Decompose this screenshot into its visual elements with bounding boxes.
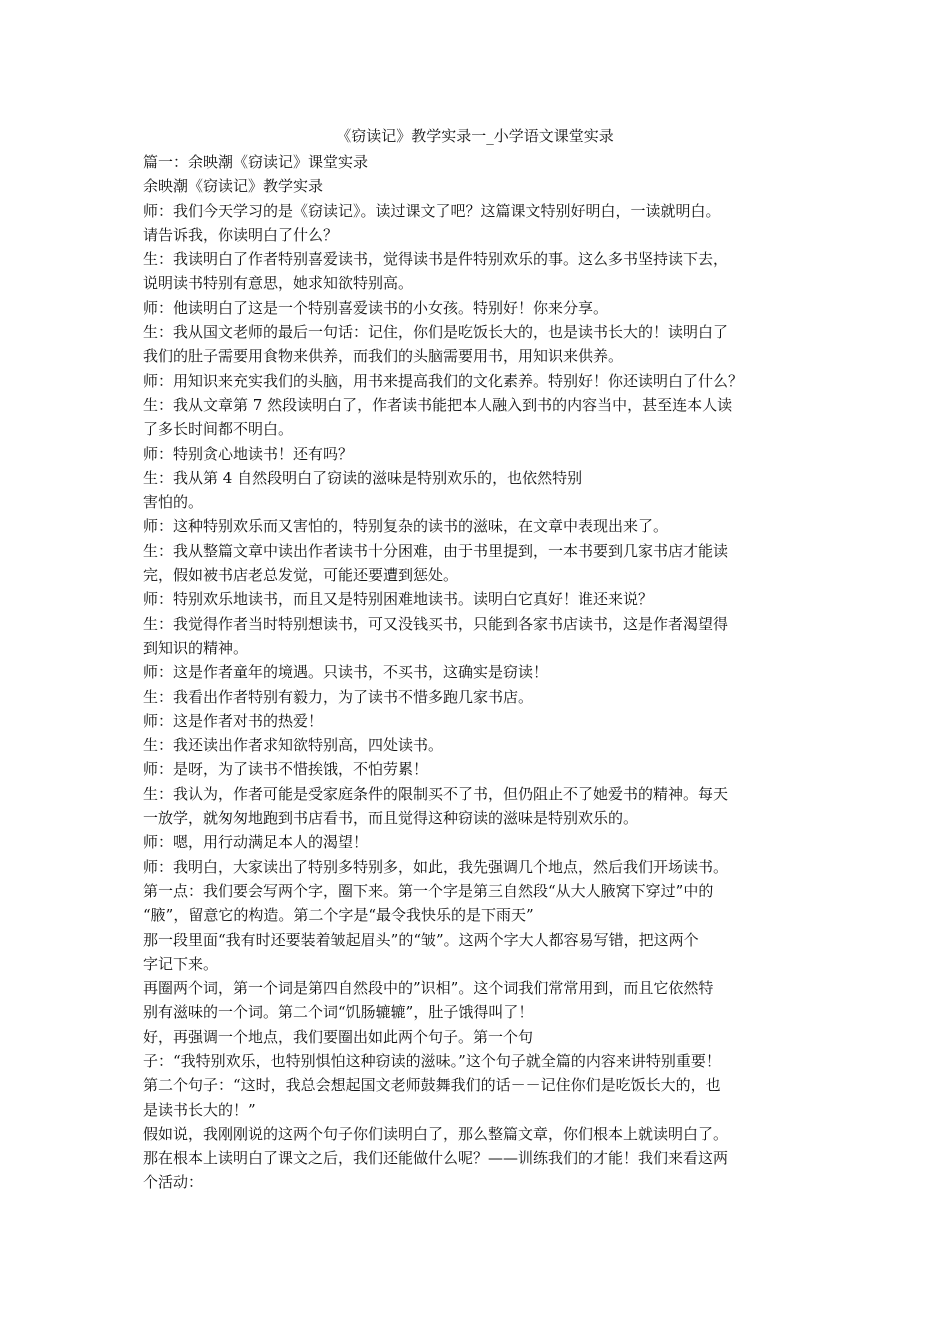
text-line: 生：我从国文老师的最后一句话：记住，你们是吃饭长大的，也是读书长大的！读明白了: [143, 323, 729, 342]
text-line: 师：用知识来充实我们的头脑，用书来提高我们的文化素养。特别好！你还读明白了什么？: [143, 371, 744, 390]
text-line: 再圈两个词，第一个词是第四自然段中的”识相”。这个词我们常常用到，而且它依然特: [143, 979, 714, 998]
text-line: 生：我认为，作者可能是受家庭条件的限制买不了书，但仍阻止不了她爱书的精神。每天: [143, 784, 729, 803]
text-line: 篇一：余映潮《窃读记》课堂实录: [143, 153, 369, 171]
text-line: 师：特别贪心地读书！还有吗？: [143, 444, 354, 463]
text-line: 生：我读明白了作者特别喜爱读书，觉得读书是件特别欢乐的事。这么多书坚持读下去，: [143, 250, 729, 269]
text-line: 是读书长大的！”: [143, 1100, 256, 1119]
text-line: 个活动：: [143, 1173, 204, 1192]
text-line: 假如说，我刚刚说的这两个句子你们读明白了，那么整篇文章，你们根本上就读明白了。: [143, 1124, 729, 1143]
text-line: 请告诉我，你读明白了什么？: [143, 225, 339, 244]
text-line: 到知识的精神。: [143, 638, 249, 657]
document-body: [143, 150, 813, 1195]
text-line: 那在根本上读明白了课文之后，我们还能做什么呢？——训练我们的才能！我们来看这两: [143, 1149, 729, 1168]
text-line: 第二个句子：“这时，我总会想起国文老师鼓舞我们的话－－记住你们是吃饭长大的，也: [143, 1076, 721, 1095]
text-line: 生：我看出作者特别有毅力，为了读书不惜多跑几家书店。: [143, 687, 534, 706]
text-line: 师：特别欢乐地读书，而且又是特别困难地读书。读明白它真好！谁还来说？: [143, 590, 654, 609]
text-line: 师：这是作者童年的境遇。只读书，不买书，这确实是窃读！: [143, 663, 549, 682]
text-line: 生：我从整篇文章中读出作者读书十分困难，由于书里提到，一本书要到几家书店才能读: [143, 541, 729, 560]
text-line: 别有滋味的一个词。第二个词“饥肠辘辘”，肚子饿得叫了！: [143, 1003, 534, 1022]
text-line: 师：这是作者对书的热爱！: [143, 711, 324, 730]
text-line: 师：是呀，为了读书不惜挨饿，不怕劳累！: [143, 760, 429, 779]
text-line: 生：我还读出作者求知欲特别高，四处读书。: [143, 736, 444, 755]
text-line: 一放学，就匆匆地跑到书店看书，而且觉得这种窃读的滋味是特别欢乐的。: [143, 809, 639, 828]
text-line: 师：他读明白了这是一个特别喜爱读书的小女孩。特别好！你来分享。: [143, 298, 609, 317]
text-line: 好，再强调一个地点，我们要圈出如此两个句子。第一个句: [143, 1027, 534, 1046]
text-line: 完，假如被书店老总发觉，可能还要遭到惩处。: [143, 566, 459, 585]
text-line: “腋”，留意它的构造。第二个字是“最令我快乐的是下雨天”: [143, 906, 534, 925]
text-line: 生：我从第 4 自然段明白了窃读的滋味是特别欢乐的，也依然特别: [143, 468, 583, 487]
text-line: 那一段里面“我有时还要装着皱起眉头”的“皱”。这两个字大人都容易写错，把这两个: [143, 930, 699, 949]
text-line: 师：我明白，大家读出了特别多特别多，如此，我先强调几个地点，然后我们开场读书。: [143, 857, 729, 876]
text-line: 师：这种特别欢乐而又害怕的，特别复杂的读书的滋味，在文章中表现出来了。: [143, 517, 669, 536]
text-line: 生：我觉得作者当时特别想读书，可又没钱买书，只能到各家书店读书，这是作者渴望得: [143, 614, 729, 633]
text-line: 子：“我特别欢乐，也特别惧怕这种窃读的滋味。”这个句子就全篇的内容来讲特别重要！: [143, 1051, 721, 1070]
text-line: 第一点：我们要会写两个字，圈下来。第一个字是第三自然段“从大人腋窝下穿过”中的: [143, 881, 714, 900]
document-title: 《窃读记》教学实录一_小学语文课堂实录: [336, 127, 614, 145]
text-line: 师：我们今天学习的是《窃读记》。读过课文了吧？这篇课文特别好明白，一读就明白。: [143, 201, 721, 220]
text-line: 害怕的。: [143, 493, 204, 512]
text-line: 说明读书特别有意思，她求知欲特别高。: [143, 274, 414, 293]
text-line: 我们的肚子需要用食物来供养，而我们的头脑需要用书，用知识来供养。: [143, 347, 624, 366]
text-line: 了多长时间都不明白。: [143, 420, 294, 439]
text-line: 生：我从文章第 7 然段读明白了，作者读书能把本人融入到书的内容当中，甚至连本人读: [143, 395, 733, 414]
text-line: 师：嗯，用行动满足本人的渴望！: [143, 833, 369, 852]
text-line: 字记下来。: [143, 954, 219, 973]
text-line: 余映潮《窃读记》教学实录: [143, 177, 324, 196]
